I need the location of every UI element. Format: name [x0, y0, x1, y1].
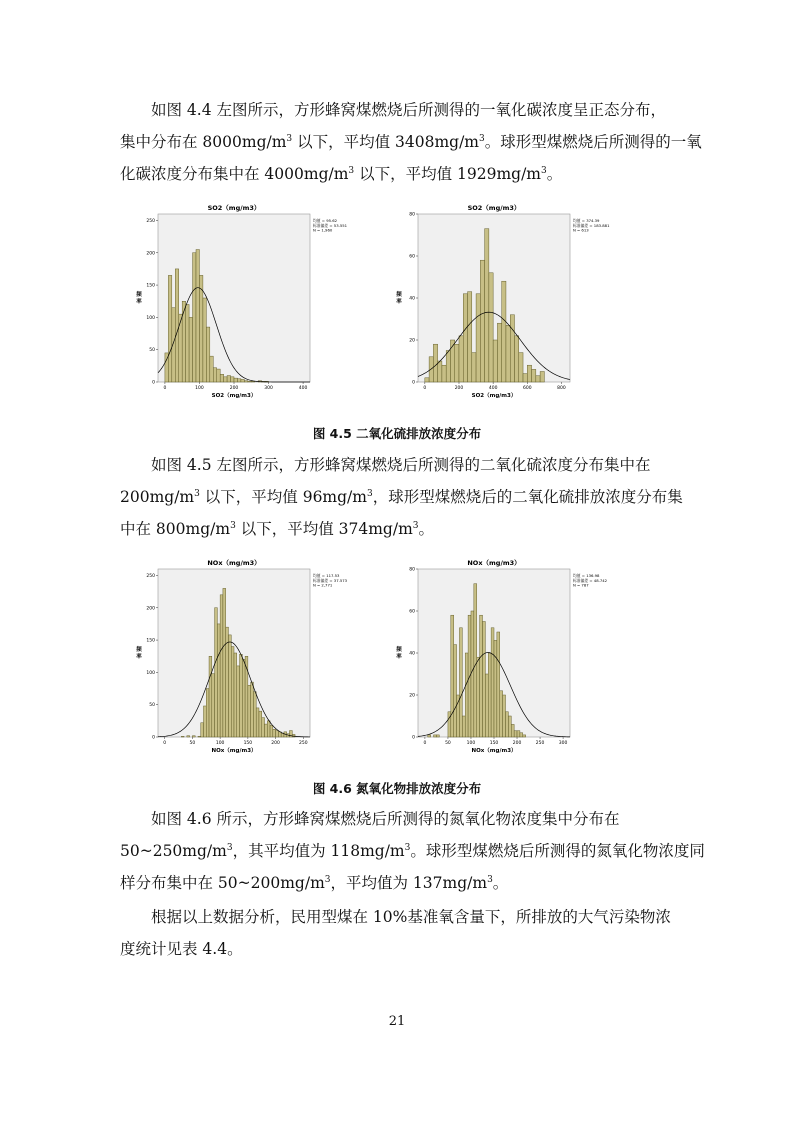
- text-run: 。球形型煤燃烧后所测得的氮氧化物浓度同: [410, 842, 705, 860]
- histogram-bar: [506, 712, 509, 737]
- histogram-bar: [436, 735, 439, 737]
- histogram-bar: [213, 368, 216, 382]
- text-run: 中在 800mg/m: [120, 520, 231, 538]
- histogram-bar: [480, 615, 483, 737]
- histogram-bar: [237, 666, 240, 737]
- histogram-bar: [497, 632, 500, 737]
- histogram-bar: [276, 731, 279, 737]
- stats-text: N = 2,771: [313, 582, 333, 588]
- y-tick-label: 200: [146, 251, 155, 257]
- histogram-bar: [259, 711, 262, 737]
- x-tick-label: 50: [445, 741, 451, 746]
- histogram-bar: [510, 315, 514, 382]
- y-axis-label: 率: [136, 299, 142, 305]
- text-run: 以下，平均值 374mg/m: [235, 520, 413, 538]
- histogram-bar: [503, 695, 506, 737]
- histogram-bar: [532, 369, 536, 382]
- histogram-bar: [217, 624, 220, 737]
- histogram-bar: [459, 336, 463, 382]
- superscript: 3: [194, 488, 200, 499]
- y-tick-label: 40: [409, 651, 415, 657]
- histogram-bar: [231, 377, 234, 382]
- y-tick-label: 0: [412, 735, 415, 741]
- text-run: 。: [418, 520, 435, 538]
- histogram-bar: [459, 628, 462, 737]
- chart-nox-ball: [390, 555, 608, 765]
- histogram-bar: [267, 721, 270, 737]
- histogram-svg: [390, 555, 608, 765]
- histogram-bar: [240, 654, 243, 737]
- histogram-bar: [488, 653, 491, 737]
- histogram-bar: [223, 588, 226, 737]
- text-run: 以下，平均值 96mg/m: [199, 488, 367, 506]
- x-tick-label: 300: [264, 386, 273, 391]
- x-tick-label: 200: [454, 386, 464, 391]
- y-tick-label: 20: [409, 338, 415, 344]
- x-tick-label: 100: [466, 741, 476, 746]
- x-tick-label: 250: [299, 741, 308, 746]
- histogram-bar: [224, 377, 227, 382]
- chart-so2-square: [130, 200, 348, 410]
- histogram-bar: [480, 260, 484, 382]
- histogram-bar: [186, 304, 189, 382]
- histogram-bar: [451, 615, 454, 737]
- histogram-bar: [278, 732, 281, 737]
- histogram-bar: [203, 298, 206, 382]
- histogram-bar: [182, 301, 185, 382]
- y-tick-label: 50: [149, 348, 155, 354]
- histogram-bar: [227, 376, 230, 382]
- superscript: 3: [366, 488, 373, 499]
- histogram-bar: [206, 689, 209, 737]
- histogram-bar: [251, 682, 254, 737]
- histogram-bar: [494, 640, 497, 737]
- histogram-bar: [442, 365, 446, 382]
- y-tick-label: 0: [412, 380, 415, 386]
- histogram-bar: [476, 294, 480, 382]
- histogram-bar: [196, 250, 199, 382]
- text-line: [120, 158, 676, 190]
- y-axis-label: 频: [396, 292, 402, 298]
- histogram-bar: [502, 281, 506, 382]
- histogram-bar: [477, 657, 480, 737]
- x-tick-label: 200: [271, 741, 280, 746]
- chart-title: NOx（mg/m3）: [467, 559, 521, 567]
- superscript: 3: [479, 133, 485, 144]
- histogram-bar: [536, 376, 540, 382]
- histogram-bar: [540, 372, 544, 383]
- histogram-bar: [210, 356, 213, 382]
- y-tick-label: 150: [146, 638, 155, 644]
- histogram-bar: [192, 736, 195, 737]
- chart-so2-ball: [390, 200, 610, 410]
- y-tick-label: 100: [146, 315, 155, 321]
- histogram-bar: [520, 733, 523, 737]
- stats-text: 均值 = 374.39: [573, 218, 600, 223]
- text-run: 以下，平均值 3408mg/m: [292, 133, 479, 151]
- histogram-bar: [262, 718, 265, 737]
- histogram-bar: [198, 736, 201, 737]
- histogram-bar: [220, 374, 223, 382]
- superscript: 3: [230, 520, 236, 531]
- histogram-bar: [256, 708, 259, 737]
- text-run: 样分布集中在 50~200mg/m: [120, 874, 325, 892]
- histogram-bar: [265, 724, 268, 737]
- histogram-bar: [462, 716, 465, 737]
- text-line: [120, 126, 702, 158]
- chart-title: NOx（mg/m3）: [207, 559, 261, 567]
- text-run: 。球形型煤燃烧后所测得的一氧: [484, 133, 702, 151]
- histogram-bar: [187, 736, 190, 737]
- figure-caption: 图 4.6 氮氧化物排放浓度分布: [312, 781, 482, 796]
- histogram-bar: [500, 691, 503, 737]
- stats-text: 标准偏差 = 48.742: [573, 577, 608, 583]
- histogram-bar: [465, 653, 468, 737]
- superscript: 3: [412, 520, 419, 531]
- paragraph-summary: [120, 901, 676, 965]
- superscript: 3: [324, 874, 331, 885]
- superscript: 3: [348, 165, 355, 176]
- figure-caption: 图 4.5 二氧化硫排放浓度分布: [312, 426, 482, 441]
- histogram-bar: [181, 736, 184, 737]
- y-tick-label: 0: [152, 735, 155, 741]
- x-tick-label: 200: [229, 386, 239, 391]
- stats-text: 标准偏差 = 183.881: [573, 222, 610, 228]
- stats-text: 标准偏差 = 37.573: [313, 577, 348, 583]
- x-axis-label: NOx（mg/m3）: [471, 748, 517, 754]
- y-tick-label: 60: [409, 609, 415, 615]
- x-tick-label: 400: [298, 386, 308, 391]
- paragraph-so2: [120, 449, 683, 545]
- histogram-bar: [474, 584, 477, 737]
- y-tick-label: 150: [146, 283, 155, 289]
- x-tick-label: 250: [535, 741, 545, 746]
- paragraph-nox: [120, 803, 705, 899]
- superscript: 3: [487, 874, 493, 885]
- histogram-bar: [455, 344, 459, 382]
- x-tick-label: 50: [189, 741, 196, 746]
- histogram-bar: [519, 353, 523, 382]
- histogram-bar: [244, 381, 247, 382]
- paragraph-co: [120, 94, 702, 190]
- histogram-bar: [199, 275, 202, 382]
- x-tick-label: 150: [243, 741, 253, 746]
- histogram-bar: [234, 653, 237, 737]
- histogram-bar: [273, 729, 276, 737]
- histogram-bar: [485, 674, 488, 737]
- histogram-bar: [434, 735, 437, 737]
- histogram-bar: [511, 724, 514, 737]
- x-tick-label: 0: [423, 741, 427, 746]
- text-run: 。: [546, 165, 563, 183]
- x-tick-label: 600: [523, 386, 532, 391]
- histogram-bar: [457, 695, 460, 737]
- stats-text: 标准偏差 = 53.551: [313, 222, 348, 228]
- page-number: 21: [388, 1014, 406, 1029]
- histogram-bar: [220, 595, 223, 737]
- text-run: 集中分布在 8000mg/m: [120, 133, 287, 151]
- histogram-bar: [438, 361, 442, 382]
- histogram-svg: [390, 200, 610, 410]
- histogram-bar: [491, 628, 494, 737]
- text-line: [120, 481, 683, 513]
- histogram-bar: [493, 340, 497, 382]
- superscript: 3: [404, 842, 411, 853]
- y-axis-label: 频: [136, 292, 142, 298]
- histogram-bar: [433, 344, 437, 382]
- y-tick-label: 50: [149, 703, 155, 709]
- histogram-bar: [517, 731, 520, 737]
- text-run: 以下，平均值 1929mg/m: [354, 165, 541, 183]
- y-tick-label: 60: [409, 254, 415, 260]
- histogram-bar: [231, 647, 234, 737]
- histogram-bar: [242, 659, 245, 737]
- histogram-bar: [175, 269, 178, 382]
- y-tick-label: 200: [146, 606, 155, 612]
- y-axis-label: 率: [396, 654, 402, 660]
- histogram-svg: [130, 200, 348, 410]
- x-tick-label: 0: [163, 386, 167, 391]
- y-tick-label: 250: [146, 573, 155, 579]
- y-tick-label: 80: [409, 567, 415, 573]
- histogram-bar: [215, 608, 218, 737]
- x-axis-label: NOx（mg/m3）: [211, 748, 257, 754]
- histogram-bar: [237, 379, 240, 382]
- x-tick-label: 100: [215, 741, 225, 746]
- histogram-bar: [217, 369, 220, 382]
- text-run: 。: [492, 874, 509, 892]
- histogram-bar: [508, 716, 511, 737]
- text-line: 度统计见表 4.4。: [120, 940, 243, 958]
- x-tick-label: 300: [558, 741, 568, 746]
- histogram-bar: [425, 378, 429, 382]
- histogram-bar: [193, 253, 196, 382]
- y-tick-label: 250: [146, 218, 155, 224]
- histogram-bar: [209, 656, 212, 737]
- histogram-bar: [270, 725, 273, 737]
- text-line: [120, 513, 676, 545]
- y-tick-label: 20: [409, 693, 415, 699]
- x-tick-label: 400: [488, 386, 498, 391]
- text-run: 化碳浓度分布集中在 4000mg/m: [120, 165, 349, 183]
- y-tick-label: 80: [409, 212, 415, 218]
- stats-text: 均值 = 95.62: [313, 218, 338, 223]
- histogram-bar: [241, 379, 244, 382]
- histogram-bar: [497, 323, 501, 382]
- x-tick-label: 150: [489, 741, 499, 746]
- y-axis-label: 频: [136, 647, 142, 653]
- chart-title: SO2（mg/m3）: [467, 204, 521, 212]
- stats-text: 均值 = 136.98: [573, 573, 600, 578]
- text-line: [120, 867, 676, 899]
- histogram-bar: [201, 723, 204, 737]
- histogram-bar: [514, 731, 517, 737]
- histogram-bar: [168, 275, 171, 382]
- superscript: 3: [541, 165, 547, 176]
- superscript: 3: [286, 133, 293, 144]
- y-axis-label: 率: [396, 299, 402, 305]
- histogram-bar: [463, 294, 467, 382]
- y-tick-label: 0: [152, 380, 155, 386]
- histogram-bar: [428, 735, 431, 737]
- y-axis-label: 频: [396, 647, 402, 653]
- histogram-bar: [248, 685, 251, 737]
- histogram-bar: [203, 706, 206, 737]
- histogram-bar: [523, 374, 527, 382]
- histogram-bar: [454, 645, 457, 737]
- text-run: ，球形型煤燃烧后的二氧化硫排放浓度分布集: [372, 488, 683, 506]
- histogram-bar: [429, 357, 433, 382]
- histogram-bar: [228, 635, 231, 737]
- histogram-bar: [253, 692, 256, 737]
- x-tick-label: 100: [195, 386, 204, 391]
- histogram-bar: [189, 317, 192, 382]
- text-run: ，平均值为 137mg/m: [330, 874, 488, 892]
- histogram-bar: [446, 351, 450, 383]
- histogram-bar: [206, 327, 209, 382]
- text-line: [120, 835, 705, 867]
- superscript: 3: [226, 842, 233, 853]
- histogram-bar: [489, 273, 493, 382]
- x-tick-label: 0: [423, 386, 427, 391]
- histogram-bar: [527, 365, 531, 382]
- histogram-bar: [523, 735, 526, 737]
- histogram-bar: [471, 611, 474, 737]
- histogram-svg: [130, 555, 348, 765]
- histogram-bar: [251, 381, 254, 382]
- stats-text: N = 787: [573, 582, 589, 588]
- x-tick-label: 0: [163, 741, 167, 746]
- histogram-bar: [506, 325, 510, 382]
- text-line: 如图 4.6 所示，方形蜂窝煤燃烧后所测得的氮氧化物浓度集中分布在: [151, 810, 620, 828]
- histogram-bar: [485, 229, 489, 382]
- x-axis-label: SO2（mg/m3）: [471, 393, 517, 399]
- stats-text: 均值 = 117.53: [313, 573, 340, 578]
- x-axis-label: SO2（mg/m3）: [211, 393, 257, 399]
- text-run: ，其平均值为 118mg/m: [232, 842, 405, 860]
- y-tick-label: 40: [409, 296, 415, 302]
- text-line: 如图 4.5 左图所示，方形蜂窝煤燃烧后所测得的二氧化硫浓度分布集中在: [151, 456, 651, 474]
- chart-nox-square: [130, 555, 348, 765]
- text-run: 200mg/m: [120, 488, 195, 506]
- stats-text: N = 613: [573, 227, 589, 233]
- histogram-bar: [468, 292, 472, 382]
- histogram-bar: [248, 381, 251, 382]
- x-tick-label: 800: [557, 386, 566, 391]
- y-tick-label: 100: [146, 670, 155, 676]
- text-line: 根据以上数据分析，民用型煤在 10%基准氧含量下，所排放的大气污染物浓: [151, 908, 671, 926]
- x-tick-label: 200: [512, 741, 522, 746]
- stats-text: N = 1,960: [313, 227, 333, 233]
- chart-title: SO2（mg/m3）: [207, 204, 261, 212]
- histogram-bar: [482, 622, 485, 738]
- histogram-bar: [234, 378, 237, 382]
- text-line: 如图 4.4 左图所示，方形蜂窝煤燃烧后所测得的一氧化碳浓度呈正态分布，: [151, 101, 667, 119]
- y-axis-label: 率: [136, 654, 142, 660]
- histogram-bar: [212, 674, 215, 737]
- histogram-bar: [514, 336, 518, 382]
- text-run: 50~250mg/m: [120, 842, 227, 860]
- histogram-bar: [472, 353, 476, 382]
